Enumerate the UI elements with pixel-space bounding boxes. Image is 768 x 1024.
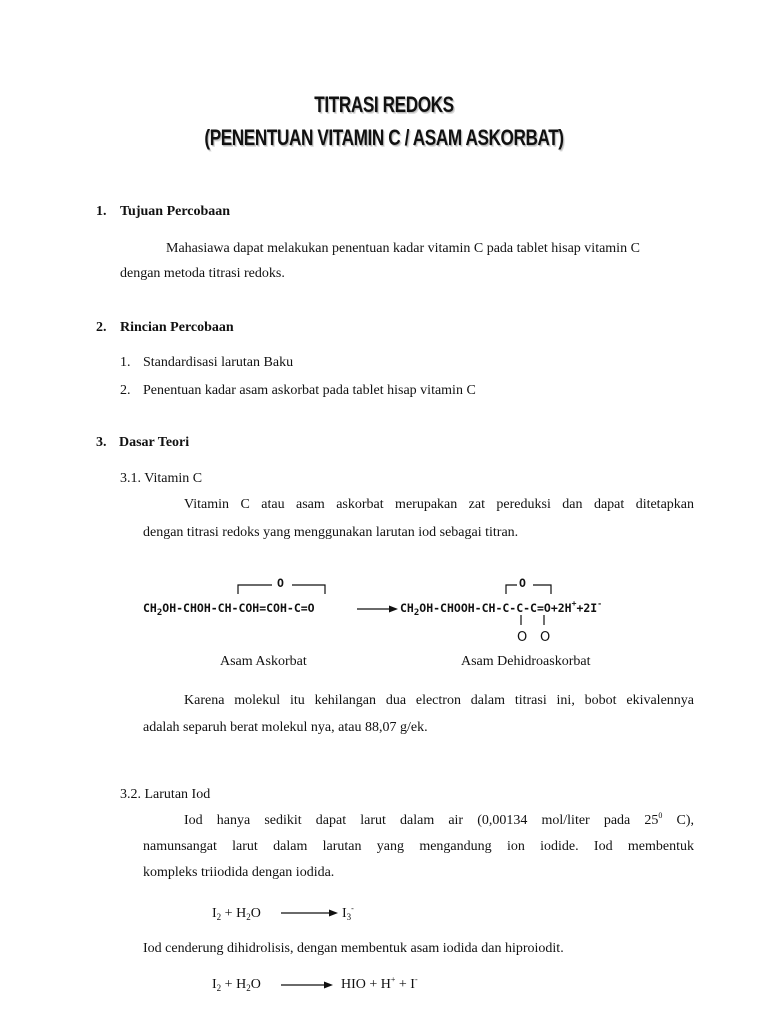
equation-2-rhs: HIO + H+ + I- [341,975,418,992]
subsection-3-2-paragraph-line1: Iod hanya sedikit dapat larut dalam air (0,00134 mol/liter pada $25^0$ C), [184,811,695,828]
subsection-3-1-paragraph-line1: Vitamin C atau asam askorbat merupakan zat pereduksi dan dapat ditetapkan [184,497,694,512]
ring-oxygen-right: O [519,576,526,590]
dehydroascorbic-acid-formula: $CH_2OH-CHOOH-CH-C-C-C=O+2H^++2I^-$ [400,599,603,618]
section-3-number: 3. [96,435,107,450]
document-title-line1: TITRASI REDOKS [314,92,454,117]
list-item-text: Penentuan kadar asam askorbat pada tablet hisap vitamin C [143,383,476,398]
subsection-3-1-paragraph-line2: dengan titrasi redoks yang menggunakan larutan iod sebagai titran. [143,525,519,540]
carbonyl-oxygen-1: O [517,630,528,645]
subsection-3-1-heading: 3.1. Vitamin C [120,471,203,486]
section-1-heading: Tujuan Percobaan [120,204,231,219]
list-item-text: Standardisasi larutan Baku [143,355,294,370]
equation-2-lhs: $I_2 + H_2O$ [212,977,261,993]
section-1-paragraph-line2: dengan metoda titrasi redoks. [120,266,285,281]
section-2-heading: Rincian Percobaan [120,320,234,335]
label-ascorbic-acid: Asam Askorbat [220,654,307,669]
subsection-3-2-paragraph-line3: kompleks triiodida dengan iodida. [143,865,335,880]
ascorbic-acid-formula: $CH_2OH-CHOH-CH-COH=COH-C=O$ [143,601,315,618]
section-2-number: 2. [96,320,107,335]
list-item-number: 1. [120,355,131,370]
subsection-3-1-paragraph2-line1: Karena molekul itu kehilangan dua electron dalam titrasi ini, bobot ekivalennya [184,693,694,708]
subsection-3-2-heading: 3.2. Larutan Iod [120,787,211,802]
section-3-heading: Dasar Teori [119,435,190,450]
section-1-number: 1. [96,204,107,219]
document-title-line2: (PENENTUAN VITAMIN C / ASAM ASKORBAT) [204,125,564,150]
section-1-paragraph-line1: Mahasiawa dapat melakukan penentuan kadar vitamin C pada tablet hisap vitamin C [166,241,640,256]
subsection-3-2-paragraph-line2: namunsangat larut dalam larutan yang mengandung ion iodide. Iod membentuk [143,839,694,854]
equation-1-rhs: $I_3^-$ [342,904,354,922]
carbonyl-oxygen-2: O [540,630,551,645]
subsection-3-1-paragraph2-line2: adalah separuh berat molekul nya, atau 88,07 g/ek. [143,720,428,735]
subsection-3-2-paragraph2: Iod cenderung dihidrolisis, dengan membentuk asam iodida dan hiproiodit. [143,941,564,956]
equation-1-lhs: $I_2 + H_2O$ [212,906,261,922]
ring-oxygen-left: O [277,576,284,590]
label-dehydroascorbic-acid: Asam Dehidroaskorbat [461,654,591,669]
list-item-number: 2. [120,383,131,398]
